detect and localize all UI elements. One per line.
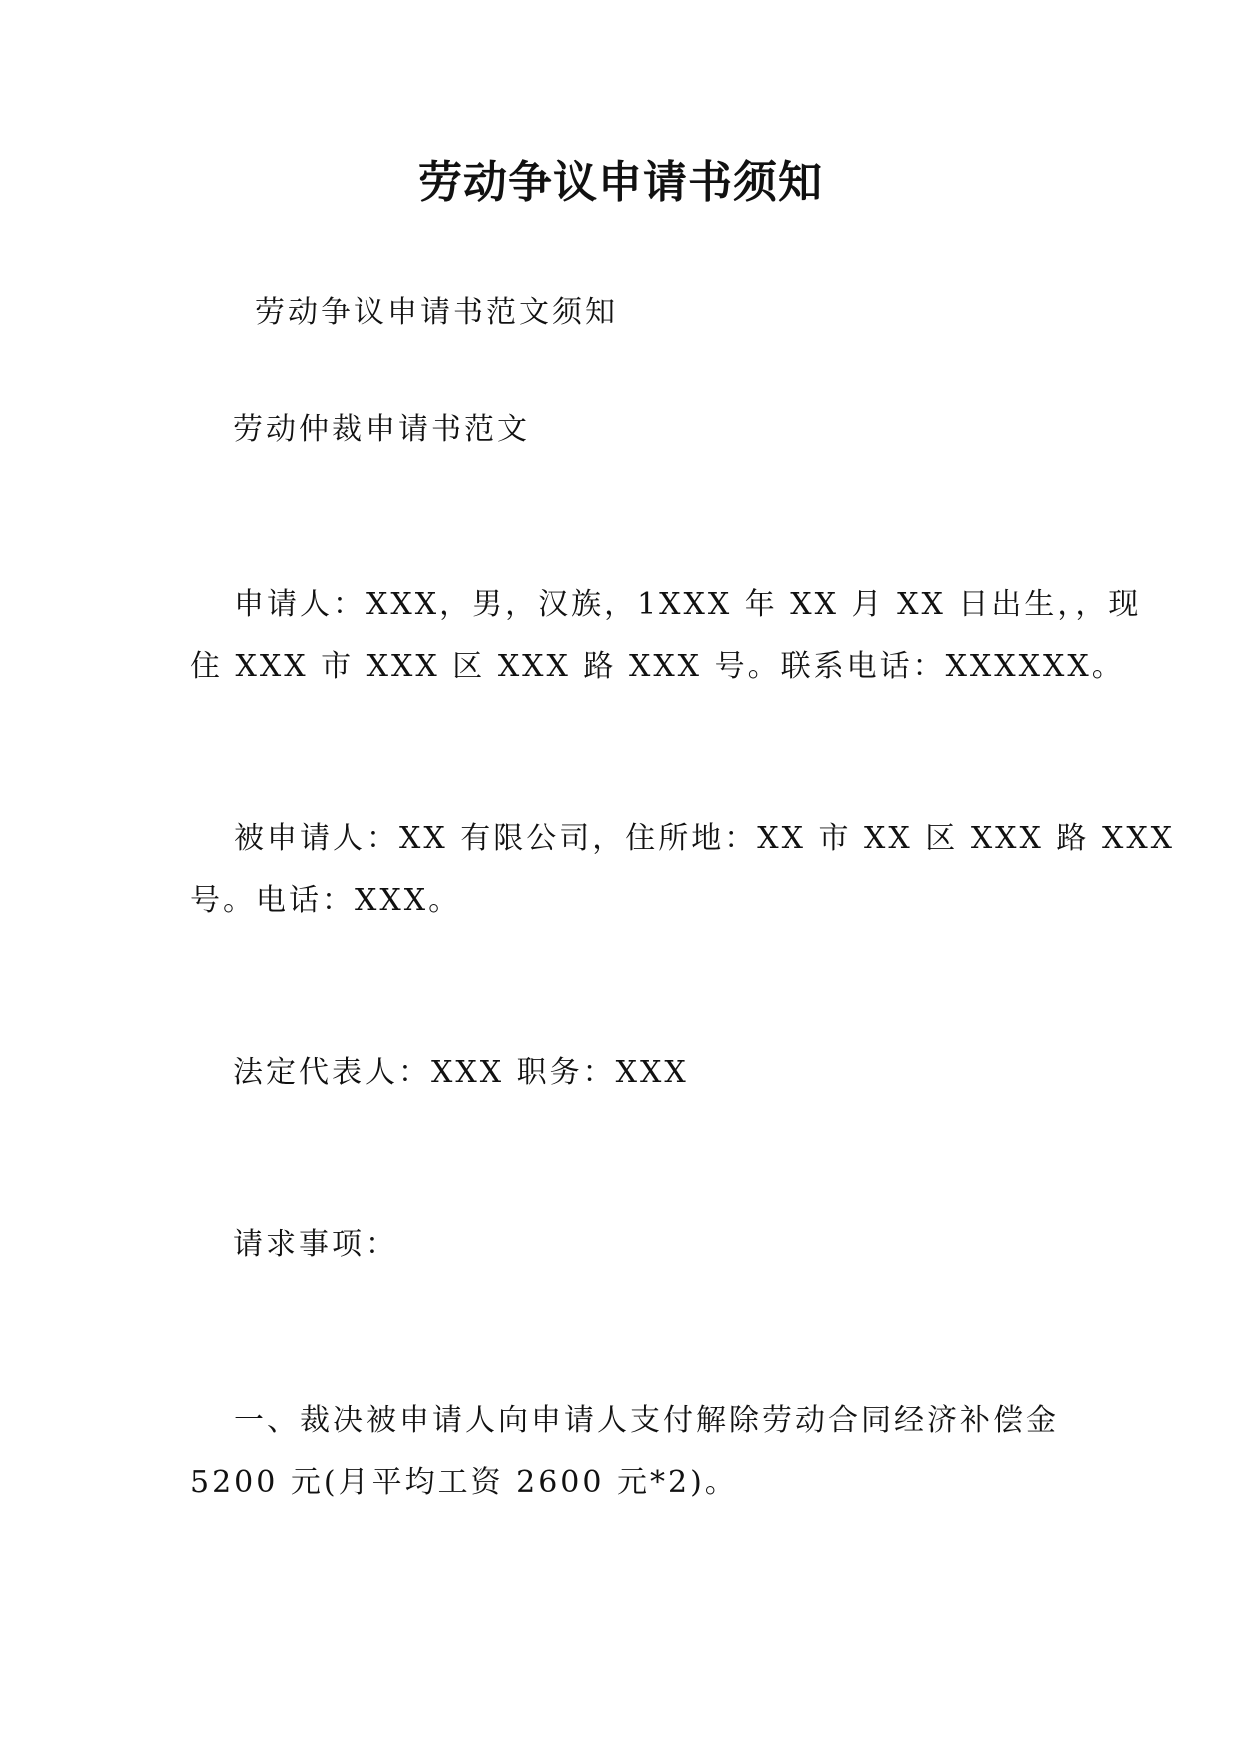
document-subtitle: 劳动争议申请书范文须知 <box>255 295 618 330</box>
claim-1-line-2: 5200 元(月平均工资 2600 元*2)。 <box>190 1465 738 1500</box>
respondent-paragraph <box>190 808 1176 932</box>
document-title: 劳动争议申请书须知 <box>418 157 823 208</box>
applicant-line-1: 申请人：XXX，男，汉族，1XXX 年 XX 月 XX 日出生，，现 <box>234 587 1142 622</box>
respondent-line-2: 号。电话：XXX。 <box>190 883 462 918</box>
respondent-line-1: 被申请人：XX 有限公司，住所地：XX 市 XX 区 XXX 路 XXX <box>234 821 1176 856</box>
claims-heading: 请求事项： <box>233 1227 398 1262</box>
section-heading: 劳动仲裁申请书范文 <box>233 412 530 447</box>
legal-representative: 法定代表人：XXX 职务：XXX <box>233 1055 689 1090</box>
applicant-paragraph <box>190 574 1142 698</box>
applicant-line-2: 住 XXX 市 XXX 区 XXX 路 XXX 号。联系电话：XXXXXX。 <box>190 649 1125 684</box>
claim-1-line-1: 一、裁决被申请人向申请人支付解除劳动合同经济补偿金 <box>234 1403 1059 1438</box>
claim-1-paragraph <box>190 1390 1060 1514</box>
